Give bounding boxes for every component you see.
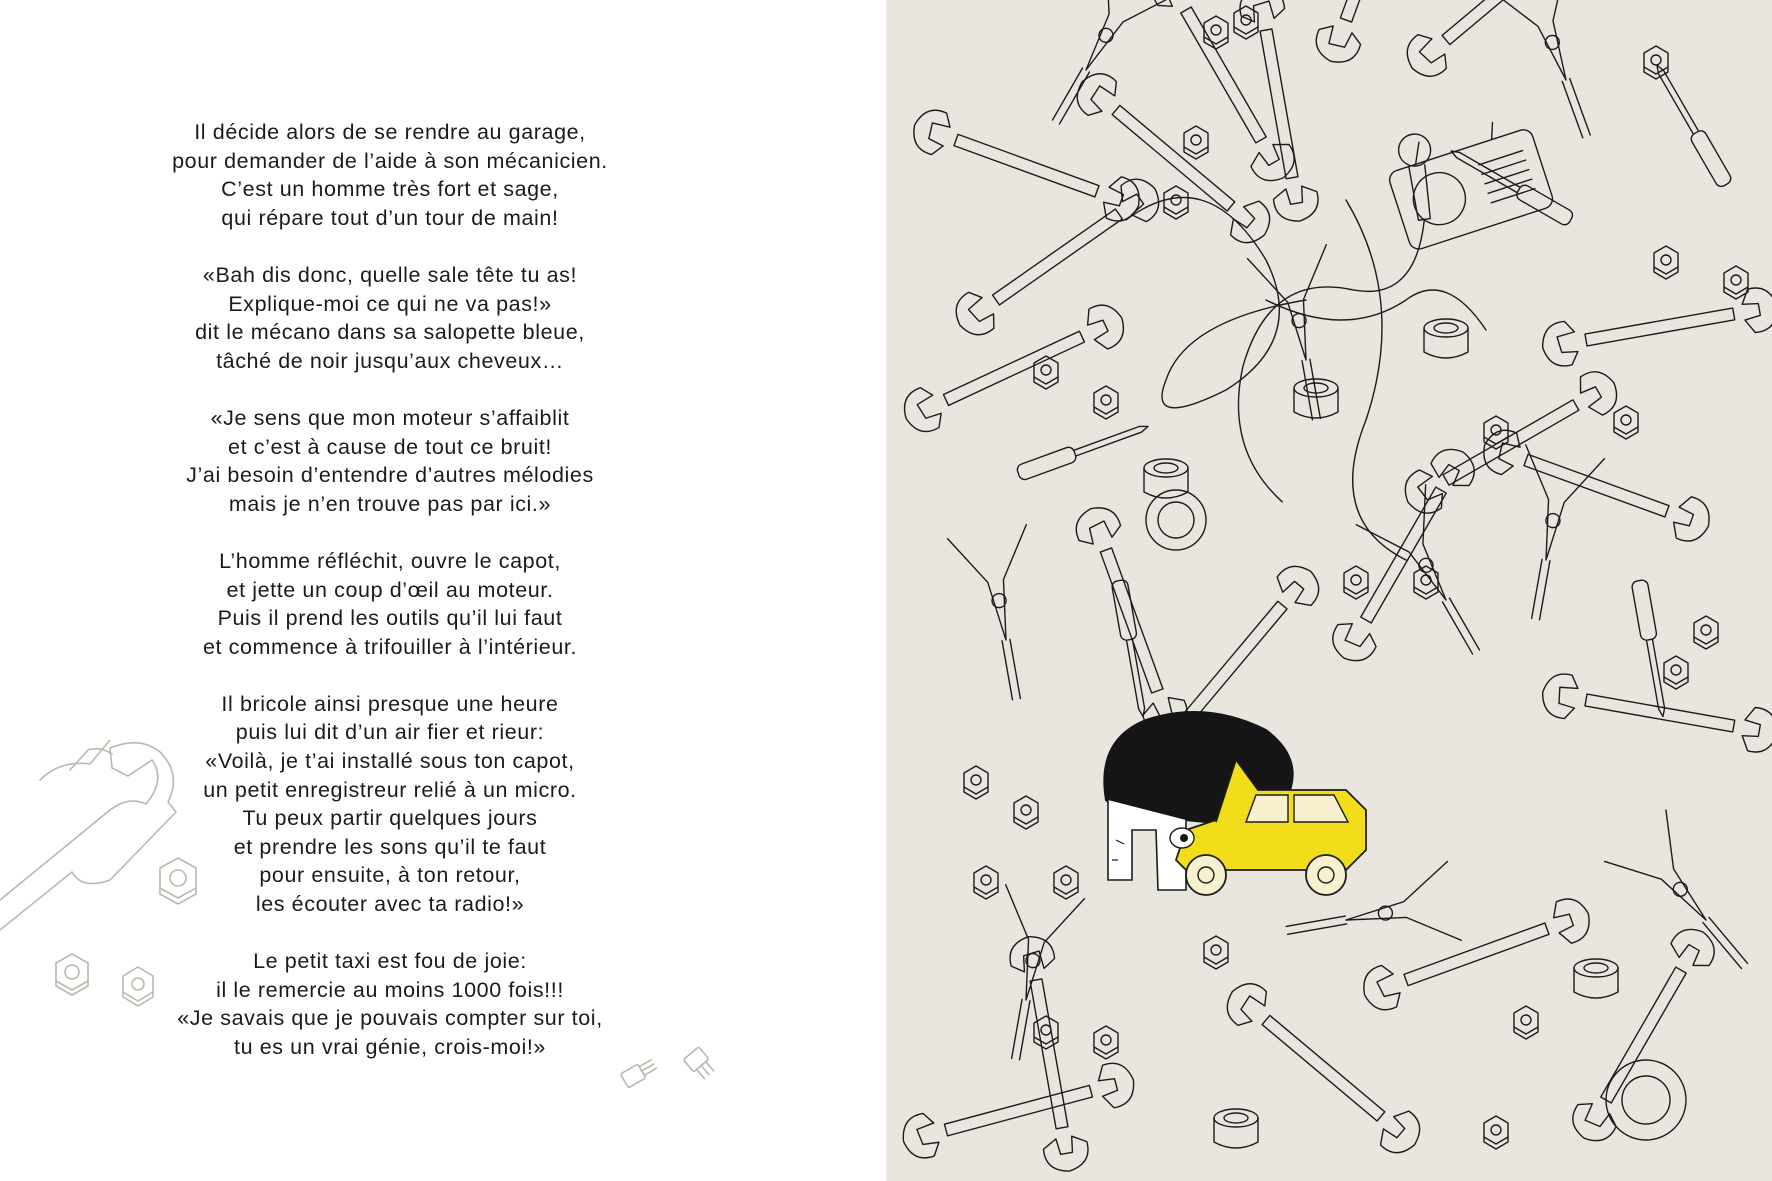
poem-line: Le petit taxi est fou de joie:	[253, 949, 527, 974]
poem-line: Il décide alors de se rendre au garage,	[194, 120, 586, 144]
poem-line: L’homme réfléchit, ouvre le capot,	[219, 548, 561, 573]
garage-illustration	[886, 0, 1772, 1181]
stanza-4	[100, 547, 680, 661]
socket-icon	[1574, 959, 1618, 998]
screwdriver-icon	[1631, 579, 1671, 718]
microphone-icon	[1203, 132, 1476, 506]
poem-line: «Bah dis donc, quelle sale tête tu as!	[202, 262, 578, 287]
wrench-icon	[1398, 0, 1609, 85]
wrench-sketch-icon	[0, 740, 176, 930]
radio-icon	[1381, 108, 1555, 251]
bolt-icon	[683, 1047, 716, 1081]
poem-line: puis lui dit d’un air fier et rieur:	[235, 720, 545, 745]
wrench-icon	[1397, 364, 1625, 521]
poem-line: les écouter avec ta radio!»	[255, 892, 525, 917]
poem-line: et commence à trifouiller à l’intérieur.	[202, 634, 578, 659]
poem-line: et prendre les sons qu’il te faut	[233, 834, 547, 859]
wrench-icon	[1310, 0, 1433, 69]
wrench-icon	[1007, 933, 1092, 1175]
wrench-icon	[907, 104, 1146, 227]
right-page	[886, 0, 1772, 1181]
poem-line: «Voilà, je t’ai installé sous ton capot,	[205, 749, 575, 774]
screwdriver-icon	[1650, 61, 1733, 189]
screwdriver-icon	[1016, 419, 1151, 481]
poem-line: tâché de noir jusqu’aux cheveux…	[216, 348, 564, 373]
hex-nut-icon	[160, 858, 196, 904]
wrench-icon	[1070, 501, 1193, 740]
poem-line: mais je n’en trouve pas par ici.»	[228, 491, 552, 516]
stanza-1	[100, 118, 680, 232]
wrench-icon	[897, 298, 1131, 439]
pliers-icon	[976, 885, 1084, 1066]
pliers-icon	[948, 525, 1056, 706]
wrench-icon	[1068, 65, 1279, 252]
wrench-icon	[1325, 441, 1482, 669]
poem-line: pour ensuite, à ton retour,	[259, 863, 521, 888]
poem-line: J’ai besoin d’entendre d’autres mélodies	[186, 463, 594, 488]
stanza-3	[100, 404, 680, 518]
pliers-icon	[1605, 810, 1772, 992]
wrench-icon	[947, 171, 1167, 344]
socket-icon	[1424, 319, 1468, 358]
poem-line: qui répare tout d’un tour de main!	[221, 205, 559, 230]
poem-line: tu es un vrai génie, crois-moi!»	[234, 1035, 546, 1059]
poem-line: pour demander de l’aide à son mécanicien.	[172, 148, 608, 173]
poem-line: «Je savais que je pouvais compter sur toi,	[177, 1006, 603, 1031]
pliers-icon	[1021, 0, 1175, 142]
poem-line: «Je sens que mon moteur s’affaiblit	[210, 405, 570, 430]
bolt-icon	[620, 1057, 657, 1088]
poem-line: et c’est à cause de tout ce bruit!	[228, 434, 552, 459]
poem-line: dit le mécano dans sa salopette bleue,	[195, 320, 585, 345]
hex-nut-icon	[123, 967, 153, 1006]
socket-icon	[1214, 1109, 1258, 1148]
socket-icon	[1294, 379, 1338, 418]
pliers-icon	[1491, 0, 1624, 150]
wrench-icon	[1539, 671, 1772, 756]
wrench-icon	[1565, 921, 1722, 1149]
wrench-icon	[1539, 284, 1772, 369]
poem-line: et jette un coup d’œil au moteur.	[226, 577, 554, 602]
poem-line: C’est un homme très fort et sage,	[221, 177, 559, 202]
poem-line: Il bricole ainsi presque une heure	[221, 691, 559, 716]
hex-nut-icon	[56, 954, 88, 995]
wrench-icon	[1477, 424, 1716, 547]
poem-line: Explique-moi ce qui ne va pas!»	[228, 291, 552, 316]
poem-line: Tu peux partir quelques jours	[242, 806, 538, 831]
hex-nut-icon	[964, 6, 1748, 1149]
poem-line: un petit enregistreur relié à un micro.	[203, 777, 577, 802]
stanza-2	[100, 261, 680, 375]
wrench-icon	[1237, 0, 1322, 225]
poem-line: Puis il prend les outils qu’il lui faut	[217, 606, 563, 631]
left-decor-sketches	[0, 740, 740, 1120]
wrench-icon	[1145, 0, 1302, 189]
pliers-icon	[1496, 445, 1604, 626]
wrench-icon	[898, 1058, 1139, 1162]
wrench-icon	[1357, 893, 1596, 1016]
pliers-icon	[1248, 245, 1356, 426]
poem-line: il le remercie au moins 1000 fois!!!	[216, 977, 564, 1002]
